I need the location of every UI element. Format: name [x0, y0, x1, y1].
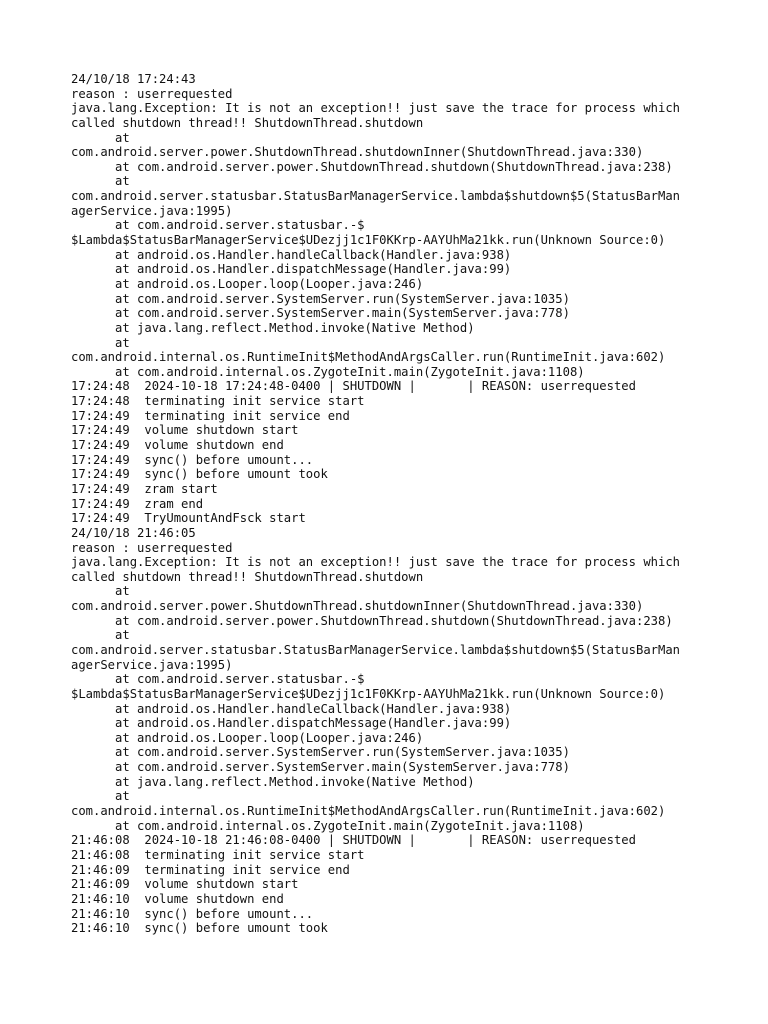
log-line: at com.android.internal.os.ZygoteInit.main(ZygoteInit.java:1108) — [71, 364, 585, 379]
log-line: 17:24:49 TryUmountAndFsck start — [71, 511, 306, 526]
log-line: 17:24:49 sync() before umount took — [71, 467, 328, 482]
log-line: 17:24:48 terminating init service start — [71, 394, 365, 409]
log-line: 24/10/18 17:24:43 — [71, 72, 196, 86]
log-line: at android.os.Handler.dispatchMessage(Handler.java:99) — [71, 716, 512, 731]
log-line: 21:46:09 terminating init service end — [71, 862, 350, 877]
log-line: called shutdown thread!! ShutdownThread.shutdown — [71, 115, 424, 130]
log-line: 17:24:49 zram end — [71, 496, 204, 511]
log-line: at — [71, 130, 130, 145]
log-line: at — [71, 584, 130, 599]
log-line: at com.android.server.SystemServer.main(SystemServer.java:778) — [71, 306, 570, 321]
log-line: 24/10/18 21:46:05 — [71, 525, 196, 540]
log-line: at com.android.internal.os.ZygoteInit.main(ZygoteInit.java:1108) — [71, 818, 585, 833]
log-line: reason : userrequested — [71, 86, 233, 101]
log-line: 17:24:48 2024-10-18 17:24:48-0400 | SHUTDOWN | | REASON: userrequested — [71, 379, 636, 394]
log-line: at java.lang.reflect.Method.invoke(Native Method) — [71, 320, 475, 335]
log-line: at — [71, 335, 130, 350]
log-line: agerService.java:1995) — [71, 657, 233, 672]
log-line: com.android.internal.os.RuntimeInit$MethodAndArgsCaller.run(RuntimeInit.java:602) — [71, 804, 666, 819]
log-line: at com.android.server.statusbar.-$ — [71, 672, 365, 687]
log-line: at com.android.server.SystemServer.run(SystemServer.java:1035) — [71, 745, 570, 760]
log-line: 21:46:08 2024-10-18 21:46:08-0400 | SHUTDOWN | | REASON: userrequested — [71, 833, 636, 848]
log-line: at — [71, 174, 130, 189]
log-line: 17:24:49 zram start — [71, 481, 218, 496]
log-line: agerService.java:1995) — [71, 203, 233, 218]
log-line: com.android.server.statusbar.StatusBarManagerService.lambda$shutdown$5(StatusBarMan — [71, 189, 681, 204]
log-line: at com.android.server.power.ShutdownThread.shutdown(ShutdownThread.java:238) — [71, 613, 673, 628]
log-line: 21:46:10 sync() before umount... — [71, 906, 314, 921]
log-line: 21:46:10 volume shutdown end — [71, 891, 284, 906]
log-line: at — [71, 628, 130, 643]
log-line: com.android.server.power.ShutdownThread.shutdownInner(ShutdownThread.java:330) — [71, 599, 644, 614]
log-line: 21:46:10 sync() before umount took — [71, 921, 328, 936]
log-line: at com.android.server.statusbar.-$ — [71, 218, 365, 233]
log-line: at com.android.server.SystemServer.run(SystemServer.java:1035) — [71, 291, 570, 306]
log-line: 17:24:49 volume shutdown start — [71, 423, 299, 438]
log-line: at android.os.Looper.loop(Looper.java:246) — [71, 276, 424, 291]
log-line: java.lang.Exception: It is not an exception!! just save the trace for process which — [71, 101, 681, 116]
log-line: at — [71, 789, 130, 804]
log-line: com.android.server.statusbar.StatusBarManagerService.lambda$shutdown$5(StatusBarMan — [71, 642, 681, 657]
log-document — [71, 72, 731, 936]
log-line: 21:46:08 terminating init service start — [71, 847, 365, 862]
log-line: reason : userrequested — [71, 540, 233, 555]
log-line: java.lang.Exception: It is not an exception!! just save the trace for process which — [71, 555, 681, 570]
log-line: 21:46:09 volume shutdown start — [71, 877, 299, 892]
log-line: $Lambda$StatusBarManagerService$UDezjj1c1F0KKrp-AAYUhMa21kk.run(Unknown Source:0) — [71, 233, 666, 248]
log-line: at android.os.Handler.handleCallback(Handler.java:938) — [71, 247, 512, 262]
log-line: 17:24:49 terminating init service end — [71, 408, 350, 423]
log-line: com.android.server.power.ShutdownThread.shutdownInner(ShutdownThread.java:330) — [71, 145, 644, 160]
log-line: com.android.internal.os.RuntimeInit$MethodAndArgsCaller.run(RuntimeInit.java:602) — [71, 350, 666, 365]
log-line: at android.os.Handler.handleCallback(Handler.java:938) — [71, 701, 512, 716]
log-line: at java.lang.reflect.Method.invoke(Native Method) — [71, 774, 475, 789]
log-line: $Lambda$StatusBarManagerService$UDezjj1c1F0KKrp-AAYUhMa21kk.run(Unknown Source:0) — [71, 686, 666, 701]
log-line: 17:24:49 sync() before umount... — [71, 452, 314, 467]
log-line: at com.android.server.SystemServer.main(SystemServer.java:778) — [71, 760, 570, 775]
log-line: at android.os.Handler.dispatchMessage(Handler.java:99) — [71, 262, 512, 277]
log-line: at com.android.server.power.ShutdownThread.shutdown(ShutdownThread.java:238) — [71, 159, 673, 174]
log-line: called shutdown thread!! ShutdownThread.shutdown — [71, 569, 424, 584]
log-line: at android.os.Looper.loop(Looper.java:246) — [71, 730, 424, 745]
log-line: 17:24:49 volume shutdown end — [71, 438, 284, 453]
